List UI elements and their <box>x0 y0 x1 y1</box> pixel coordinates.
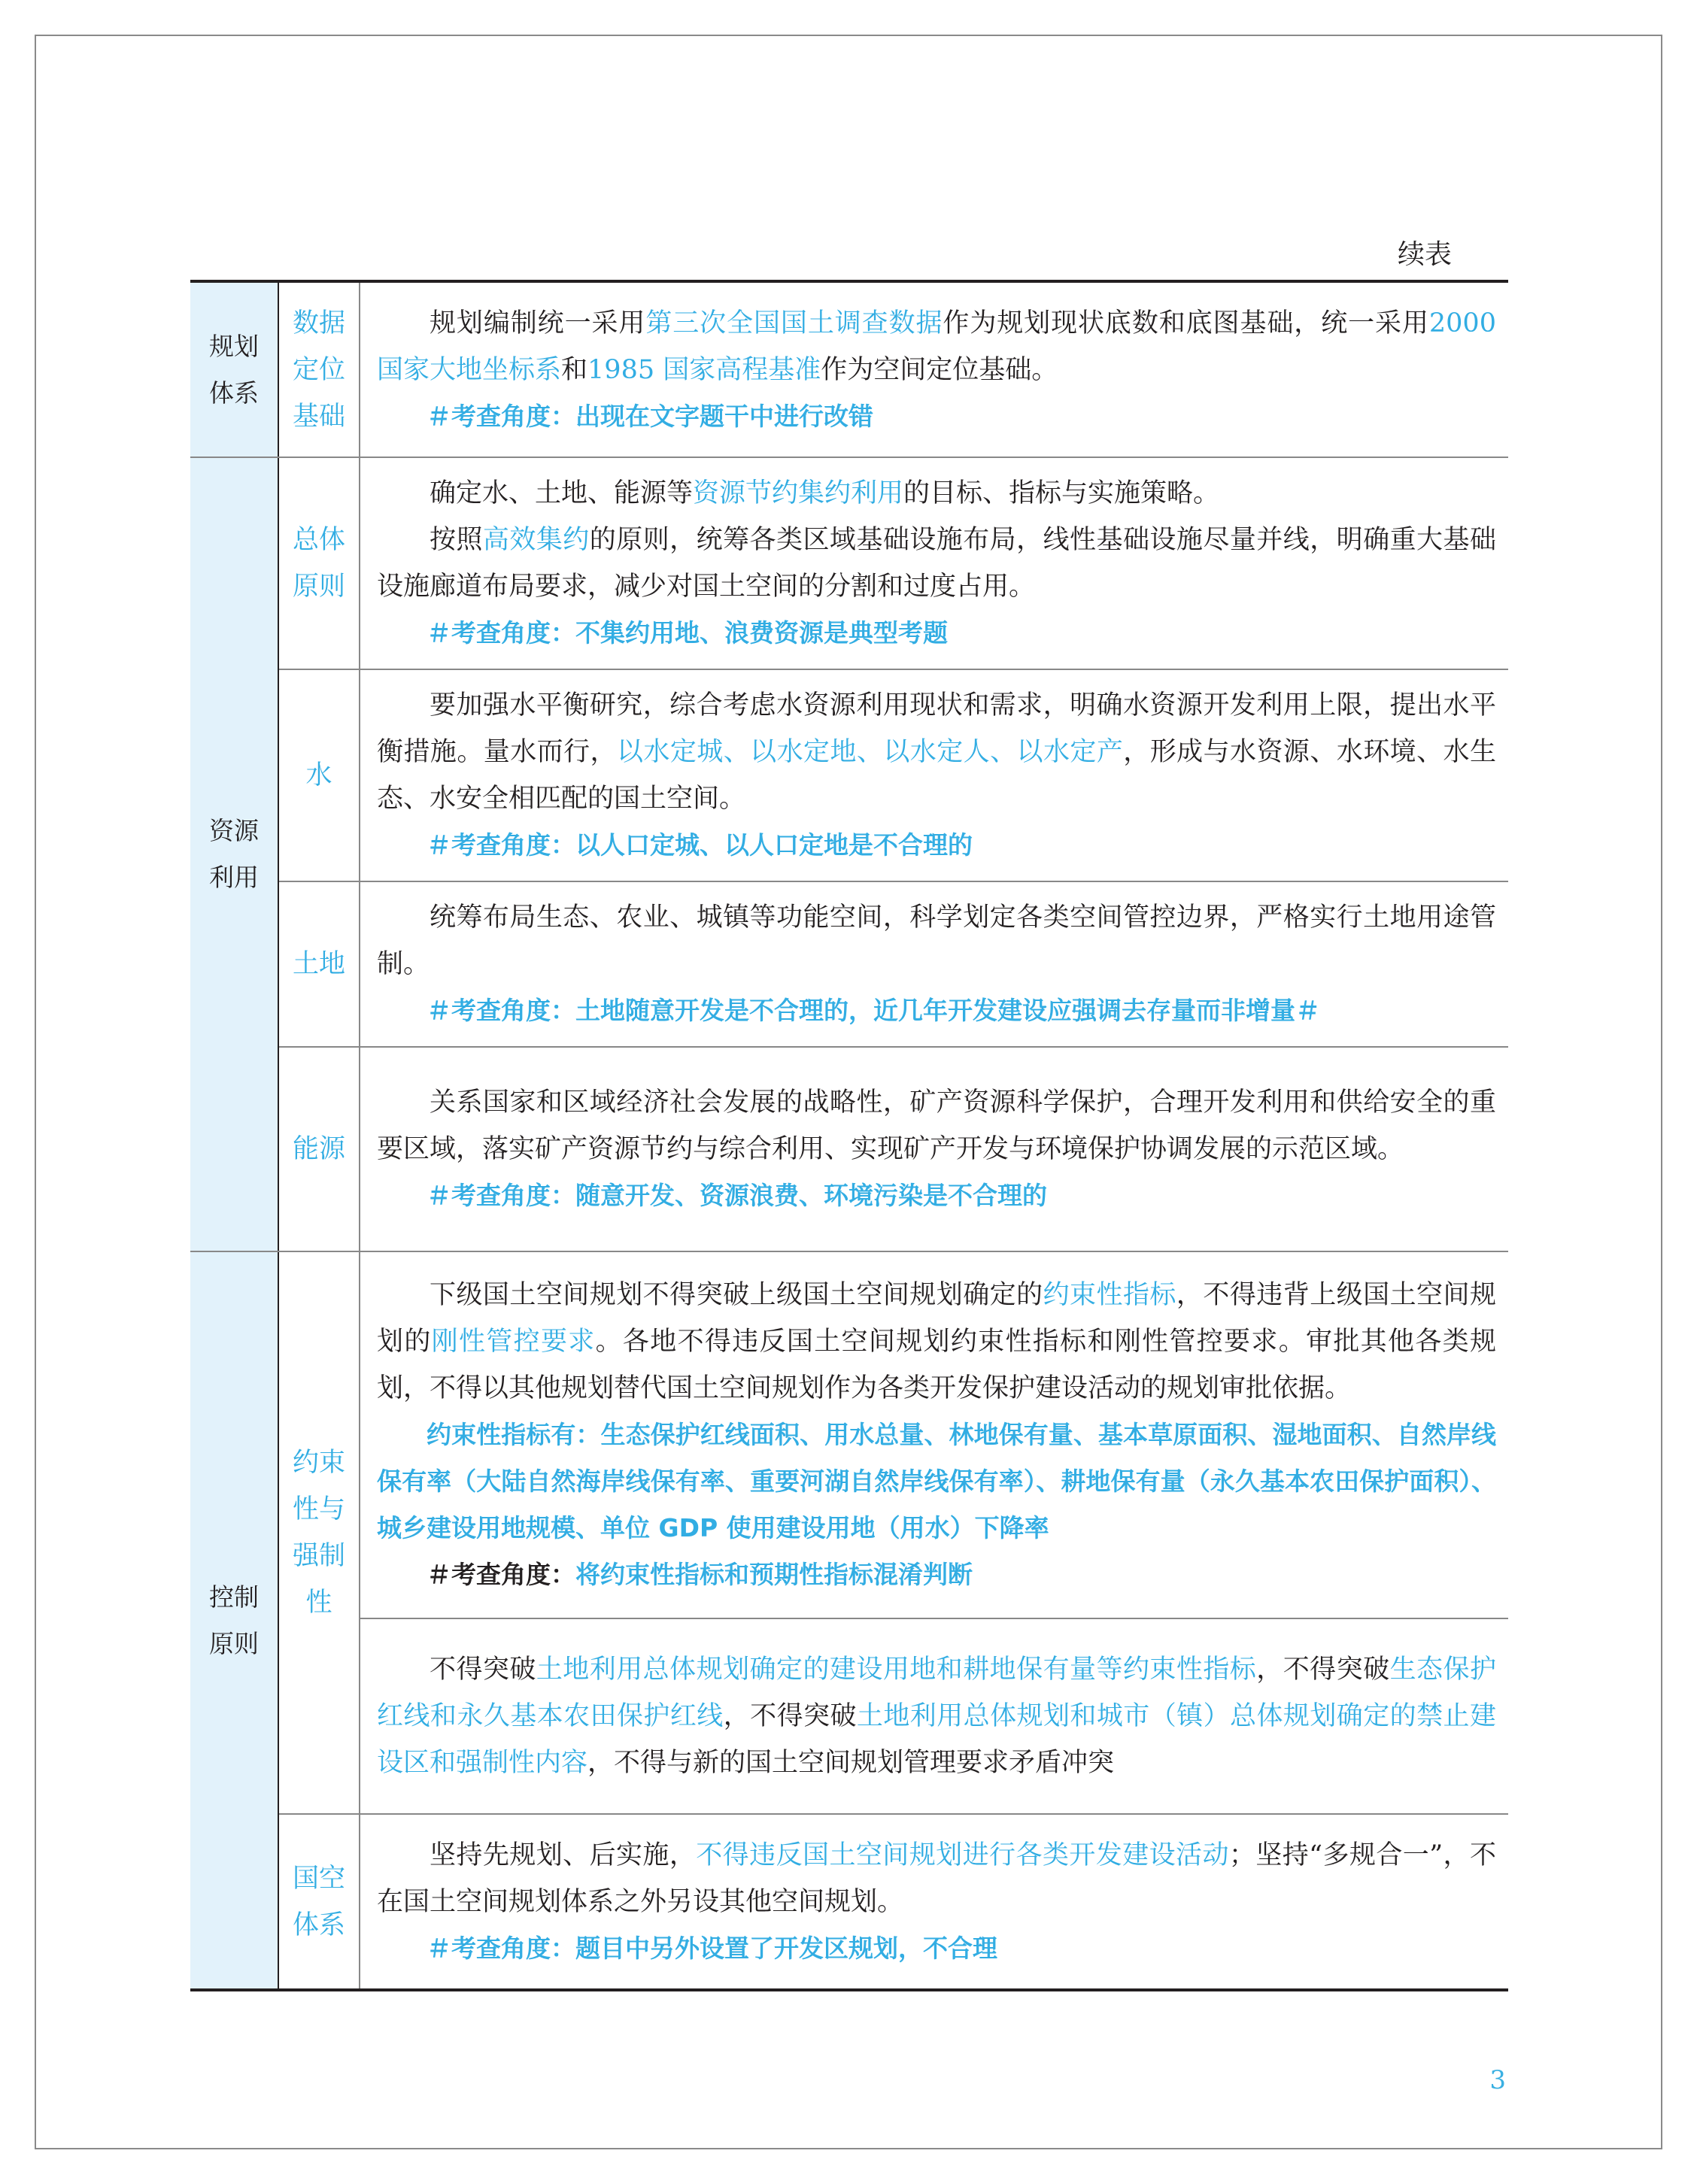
exam-note: ＃考查角度：土地随意开发是不合理的，近几年开发建设应强调去存量而非增量＃ <box>427 996 1320 1025</box>
section-planning-system: 规划 体系 <box>190 281 278 457</box>
page-number: 3 <box>1489 2065 1506 2095</box>
item-binding-mandatory: 约束 性与 强制 性 <box>278 1251 360 1814</box>
item-general-principle: 总体 原则 <box>278 457 360 669</box>
exam-note: ＃考查角度：以人口定城、以人口定地是不合理的 <box>427 830 973 860</box>
table-row <box>190 1618 1508 1814</box>
exam-note: ＃考查角度：出现在文字题干中进行改错 <box>427 401 873 431</box>
content-cell: 下级国土空间规划不得突破上级国土空间规划确定的约束性指标，不得违背上级国土空间规划的刚性管控要求。各地不得违反国土空间规划约束性指标和刚性管控要求。审批其他各类规划，不得以其他规划替代国土空间规划作为各类开发保护建设活动的规划审批依据。 约束性指标有：生态保护红线面积、用水总量、林地保有量、基本草原面积、湿地面积、自然岸线保有率（大陆自然海岸线保有率、重要河湖自然岸线保有率）、耕地保有量（永久基本农田保护面积）、城乡建设用地规模、单位 GDP 使用建设用地（用水）下降率 ＃考查角度：将约束性指标和预期性指标混淆判断 <box>360 1251 1508 1618</box>
content-cell: 关系国家和区域经济社会发展的战略性，矿产资源科学保护，合理开发利用和供给安全的重要区域，落实矿产资源节约与综合利用、实现矿产开发与环境保护协调发展的示范区域。 ＃考查角度：随意开发、资源浪费、环境污染是不合理的 <box>360 1047 1508 1251</box>
exam-note: ＃考查角度：不集约用地、浪费资源是典型考题 <box>427 618 948 648</box>
item-data-positioning: 数据 定位 基础 <box>278 281 360 457</box>
content-cell: 规划编制统一采用第三次全国国土调查数据作为规划现状底数和底图基础，统一采用2000 国家大地坐标系和1985 国家高程基准作为空间定位基础。 ＃考查角度：出现在文字题干中进行改错 <box>360 281 1508 457</box>
table-row <box>190 881 1508 1047</box>
table-row <box>190 457 1508 669</box>
binding-indicators: 约束性指标有：生态保护红线面积、用水总量、林地保有量、基本草原面积、湿地面积、自然岸线保有率（大陆自然海岸线保有率、重要河湖自然岸线保有率）、耕地保有量（永久基本农田保护面积）、城乡建设用地规模、单位 GDP 使用建设用地（用水）下降率 <box>377 1420 1496 1542</box>
table-row <box>190 281 1508 457</box>
table-row <box>190 1814 1508 1990</box>
continued-label: 续表 <box>1397 239 1452 270</box>
content-cell: 统筹布局生态、农业、城镇等功能空间，科学划定各类空间管控边界，严格实行土地用途管制。 ＃考查角度：土地随意开发是不合理的，近几年开发建设应强调去存量而非增量＃ <box>360 881 1508 1047</box>
section-resource-use: 资源 利用 <box>190 457 278 1251</box>
table-row <box>190 669 1508 881</box>
item-water: 水 <box>278 669 360 881</box>
planning-table <box>190 280 1508 1991</box>
item-energy: 能源 <box>278 1047 360 1251</box>
content-cell: 不得突破土地利用总体规划确定的建设用地和耕地保有量等约束性指标，不得突破生态保护红线和永久基本农田保护红线，不得突破土地利用总体规划和城市（镇）总体规划确定的禁止建设区和强制性内容，不得与新的国土空间规划管理要求矛盾冲突 <box>360 1618 1508 1814</box>
table-row <box>190 1251 1508 1618</box>
item-land: 土地 <box>278 881 360 1047</box>
content-cell: 要加强水平衡研究，综合考虑水资源利用现状和需求，明确水资源开发利用上限，提出水平衡措施。量水而行，以水定城、以水定地、以水定人、以水定产，形成与水资源、水环境、水生态、水安全相匹配的国土空间。 ＃考查角度：以人口定城、以人口定地是不合理的 <box>360 669 1508 881</box>
content-cell: 坚持先规划、后实施，不得违反国土空间规划进行各类开发建设活动；坚持“多规合一”，不在国土空间规划体系之外另设其他空间规划。 ＃考查角度：题目中另外设置了开发区规划，不合理 <box>360 1814 1508 1990</box>
exam-note: ＃考查角度：随意开发、资源浪费、环境污染是不合理的 <box>427 1181 1047 1210</box>
table-row <box>190 1047 1508 1251</box>
content-cell: 确定水、土地、能源等资源节约集约利用的目标、指标与实施策略。 按照高效集约的原则，统筹各类区域基础设施布局，线性基础设施尽量并线，明确重大基础设施廊道布局要求，减少对国土空间的分割和过度占用。 ＃考查角度：不集约用地、浪费资源是典型考题 <box>360 457 1508 669</box>
section-control-principle: 控制 原则 <box>190 1251 278 1990</box>
exam-note: ＃考查角度：将约束性指标和预期性指标混淆判断 <box>427 1560 973 1589</box>
item-national-spatial-system: 国空 体系 <box>278 1814 360 1990</box>
exam-note: ＃考查角度：题目中另外设置了开发区规划，不合理 <box>427 1933 997 1963</box>
